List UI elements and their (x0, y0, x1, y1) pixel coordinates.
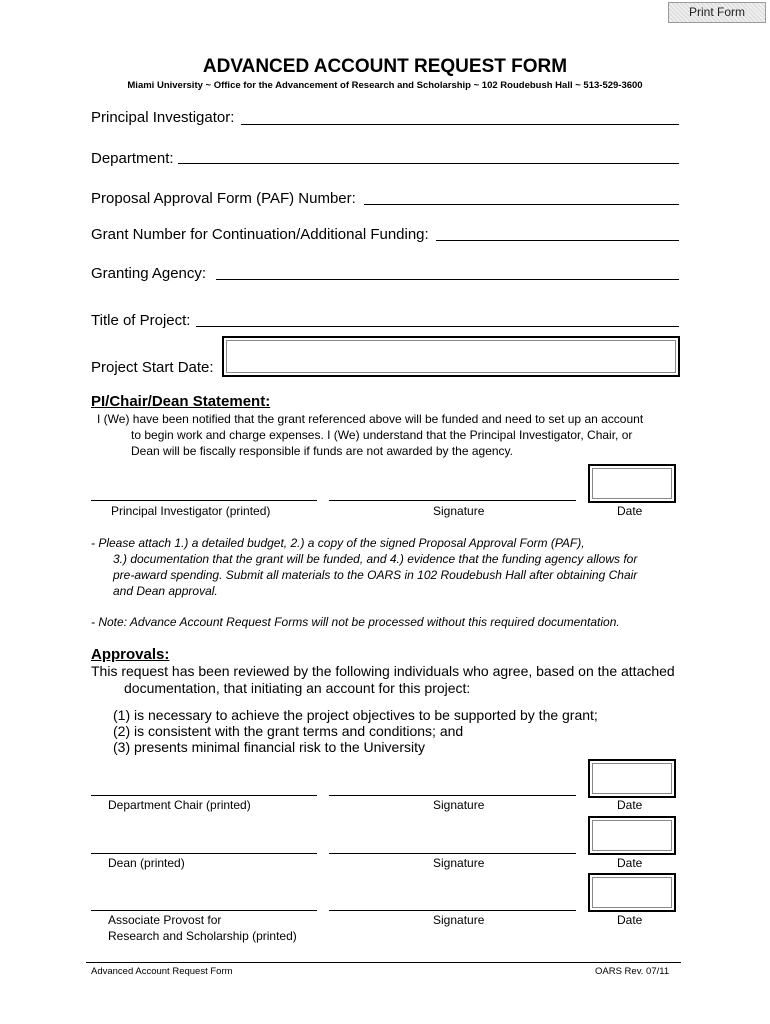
approvals-item-1: (1) is necessary to achieve the project objectives to be supported by the grant; (113, 707, 598, 723)
approvals-item-2: (2) is consistent with the grant terms and conditions; and (113, 723, 464, 739)
dean-printed-label: Dean (printed) (108, 856, 185, 870)
print-form-button[interactable]: Print Form (668, 2, 766, 23)
form-subtitle: Miami University ~ Office for the Advancement of Research and Scholarship ~ 102 Roudebush Hall ~ 513-529-3600 (127, 80, 643, 91)
provost-signature-line[interactable] (329, 910, 576, 911)
statement-line-2: to begin work and charge expenses. I (We) understand that the Principal Investigator, Chair, or (131, 428, 633, 442)
provost-printed-label-line-2: Research and Scholarship (printed) (108, 929, 297, 943)
approvals-item-3: (3) presents minimal financial risk to the University (113, 739, 425, 755)
provost-signature-label: Signature (433, 913, 485, 927)
statement-heading: PI/Chair/Dean Statement: (91, 393, 271, 410)
chair-printed-label: Department Chair (printed) (108, 798, 251, 812)
grant-number-field[interactable] (436, 240, 679, 241)
attach-note-line-3: pre-award spending. Submit all materials to the OARS in 102 Roudebush Hall after obtaining Chair (113, 568, 638, 582)
footer-divider (86, 962, 681, 963)
approvals-intro-line-2: documentation, that initiating an account for this project: (124, 680, 471, 696)
dean-signature-label: Signature (433, 856, 485, 870)
approvals-heading: Approvals: (91, 646, 170, 663)
start-date-input[interactable] (222, 336, 680, 377)
pi-field[interactable] (241, 124, 679, 125)
form-title: ADVANCED ACCOUNT REQUEST FORM (202, 56, 568, 77)
statement-line-3: Dean will be fiscally responsible if funds are not awarded by the agency. (131, 444, 513, 458)
pi-printed-label: Principal Investigator (printed) (111, 504, 271, 518)
chair-signature-label: Signature (433, 798, 485, 812)
chair-printed-line[interactable] (91, 795, 317, 796)
agency-label: Granting Agency: (91, 265, 207, 282)
pi-label: Principal Investigator: (91, 109, 235, 126)
chair-signature-line[interactable] (329, 795, 576, 796)
pi-signature-line[interactable] (329, 500, 576, 501)
dean-date-label: Date (617, 856, 643, 870)
agency-field[interactable] (216, 279, 679, 280)
footer-left: Advanced Account Request Form (91, 966, 233, 977)
pi-date-label: Date (617, 504, 643, 518)
paf-label: Proposal Approval Form (PAF) Number: (91, 190, 356, 207)
project-title-field[interactable] (196, 326, 679, 327)
paf-field[interactable] (364, 204, 679, 205)
project-title-label: Title of Project: (91, 312, 191, 329)
chair-date-label: Date (617, 798, 643, 812)
documentation-note: - Note: Advance Account Request Forms will not be processed without this required documentation. (91, 615, 620, 629)
provost-date-label: Date (617, 913, 643, 927)
start-date-label: Project Start Date: (91, 359, 214, 376)
provost-printed-line[interactable] (91, 910, 317, 911)
pi-date-input[interactable] (588, 464, 676, 503)
department-field[interactable] (178, 163, 679, 164)
pi-signature-label: Signature (433, 504, 485, 518)
footer-right: OARS Rev. 07/11 (595, 966, 670, 977)
grant-number-label: Grant Number for Continuation/Additional Funding: (91, 226, 429, 243)
statement-line-1: I (We) have been notified that the grant referenced above will be funded and need to set up an account (97, 412, 644, 426)
attach-note-line-1: - Please attach 1.) a detailed budget, 2.) a copy of the signed Proposal Approval Form (PAF), (91, 536, 585, 550)
department-label: Department: (91, 150, 174, 167)
chair-date-input[interactable] (588, 759, 676, 798)
dean-date-input[interactable] (588, 816, 676, 855)
provost-date-input[interactable] (588, 873, 676, 912)
attach-note-line-2: 3.) documentation that the grant will be funded, and 4.) evidence that the funding agency allows for (113, 552, 638, 566)
approvals-intro-line-1: This request has been reviewed by the following individuals who agree, based on the attached (91, 663, 675, 679)
pi-printed-line[interactable] (91, 500, 317, 501)
dean-printed-line[interactable] (91, 853, 317, 854)
dean-signature-line[interactable] (329, 853, 576, 854)
provost-printed-label-line-1: Associate Provost for (108, 913, 222, 927)
attach-note-line-4: and Dean approval. (113, 584, 218, 598)
